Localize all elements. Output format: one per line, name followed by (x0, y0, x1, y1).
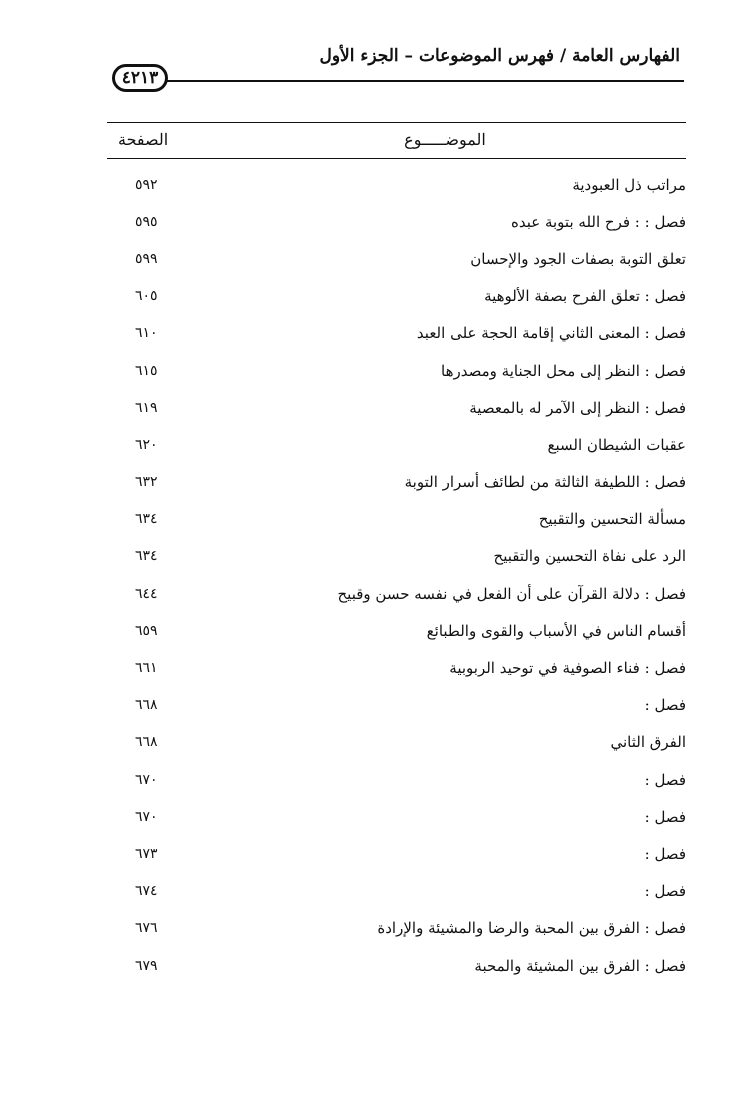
entry-topic: فصل : : فرح الله بتوبة عبده (510, 212, 686, 231)
entry-topic: فصل : (644, 696, 686, 715)
entry-page-number: ٦٤٤ (135, 585, 158, 602)
table-top-rule (107, 122, 686, 123)
entry-topic: فصل : فناء الصوفية في توحيد الربوبية (449, 659, 686, 678)
entry-topic: الفرق الثاني (610, 733, 686, 752)
entry-topic: مراتب ذل العبودية (572, 175, 686, 194)
entry-topic: فصل : دلالة القرآن على أن الفعل في نفسه حسن وقبيح (337, 584, 686, 603)
index-entry (107, 203, 686, 240)
entry-page-number: ٦١٠ (135, 325, 158, 342)
index-entry (107, 649, 686, 686)
entry-topic: فصل : (644, 844, 686, 863)
entry-topic: عقبات الشيطان السبع (547, 435, 686, 454)
index-entry (107, 761, 686, 798)
entry-topic: تعلق التوبة بصفات الجود والإحسان (470, 249, 686, 268)
entry-page-number: ٦٣٤ (135, 548, 158, 565)
header-rule (165, 80, 684, 82)
entry-page-number: ٥٩٢ (135, 176, 158, 193)
index-entry (107, 315, 686, 352)
index-entry (107, 501, 686, 538)
entry-page-number: ٦٠٥ (135, 288, 158, 305)
column-header-page: الصفحة (118, 130, 169, 149)
entry-page-number: ٦٣٤ (135, 511, 158, 528)
entry-page-number: ٦٦٨ (135, 734, 158, 751)
index-entry (107, 798, 686, 835)
running-header-title: الفهارس العامة / فهرس الموضوعات – الجزء الأول (319, 46, 680, 66)
entry-page-number: ٦١٥ (135, 362, 158, 379)
index-entry (107, 240, 686, 277)
entry-topic: فصل : الفرق بين المشيئة والمحبة (474, 956, 686, 975)
index-entry (107, 873, 686, 910)
index-entry (107, 352, 686, 389)
index-entry (107, 389, 686, 426)
entry-topic: فصل : النظر إلى محل الجناية ومصدرها (441, 361, 686, 380)
entry-page-number: ٦٧٣ (135, 845, 158, 862)
entry-topic: فصل : (644, 770, 686, 789)
entry-page-number: ٦٥٩ (135, 622, 158, 639)
index-entry (107, 835, 686, 872)
entry-page-number: ٦٧٤ (135, 883, 158, 900)
entry-page-number: ٥٩٩ (135, 250, 158, 267)
entry-topic: مسألة التحسين والتقبيح (538, 510, 686, 529)
entry-topic: فصل : تعلق الفرح بصفة الألوهية (484, 287, 686, 306)
entry-page-number: ٦٣٢ (135, 474, 158, 491)
index-entry (107, 575, 686, 612)
entry-topic: الرد على نفاة التحسين والتقبيح (493, 547, 686, 566)
entry-topic: فصل : المعنى الثاني إقامة الحجة على العبد (416, 324, 686, 343)
entry-page-number: ٦٧٦ (135, 920, 158, 937)
index-entries-list (107, 166, 686, 984)
entry-topic: فصل : (644, 882, 686, 901)
index-entry (107, 278, 686, 315)
entry-page-number: ٦٧٠ (135, 771, 158, 788)
index-entry (107, 538, 686, 575)
entry-page-number: ٦٧٠ (135, 808, 158, 825)
entry-topic: فصل : الفرق بين المحبة والرضا والمشيئة والإرادة (377, 919, 686, 938)
entry-page-number: ٦٢٠ (135, 436, 158, 453)
index-entry (107, 426, 686, 463)
index-entry (107, 166, 686, 203)
index-entry (107, 464, 686, 501)
entry-topic: فصل : (644, 807, 686, 826)
index-entry (107, 612, 686, 649)
index-entry (107, 910, 686, 947)
entry-topic: فصل : النظر إلى الآمر له بالمعصية (469, 398, 686, 417)
index-entry (107, 947, 686, 984)
column-header-topic: الموضـــــوع (404, 130, 486, 149)
entry-page-number: ٥٩٥ (135, 213, 158, 230)
entry-topic: أقسام الناس في الأسباب والقوى والطبائع (426, 621, 686, 640)
index-entry (107, 687, 686, 724)
entry-page-number: ٦٦٨ (135, 697, 158, 714)
entry-page-number: ٦١٩ (135, 399, 158, 416)
entry-topic: فصل : اللطيفة الثالثة من لطائف أسرار التوبة (404, 473, 686, 492)
index-entry (107, 724, 686, 761)
page-number-badge: ٤٢١٣ (112, 64, 168, 92)
entry-page-number: ٦٦١ (135, 660, 158, 677)
table-header-rule (107, 158, 686, 159)
entry-page-number: ٦٧٩ (135, 957, 158, 974)
